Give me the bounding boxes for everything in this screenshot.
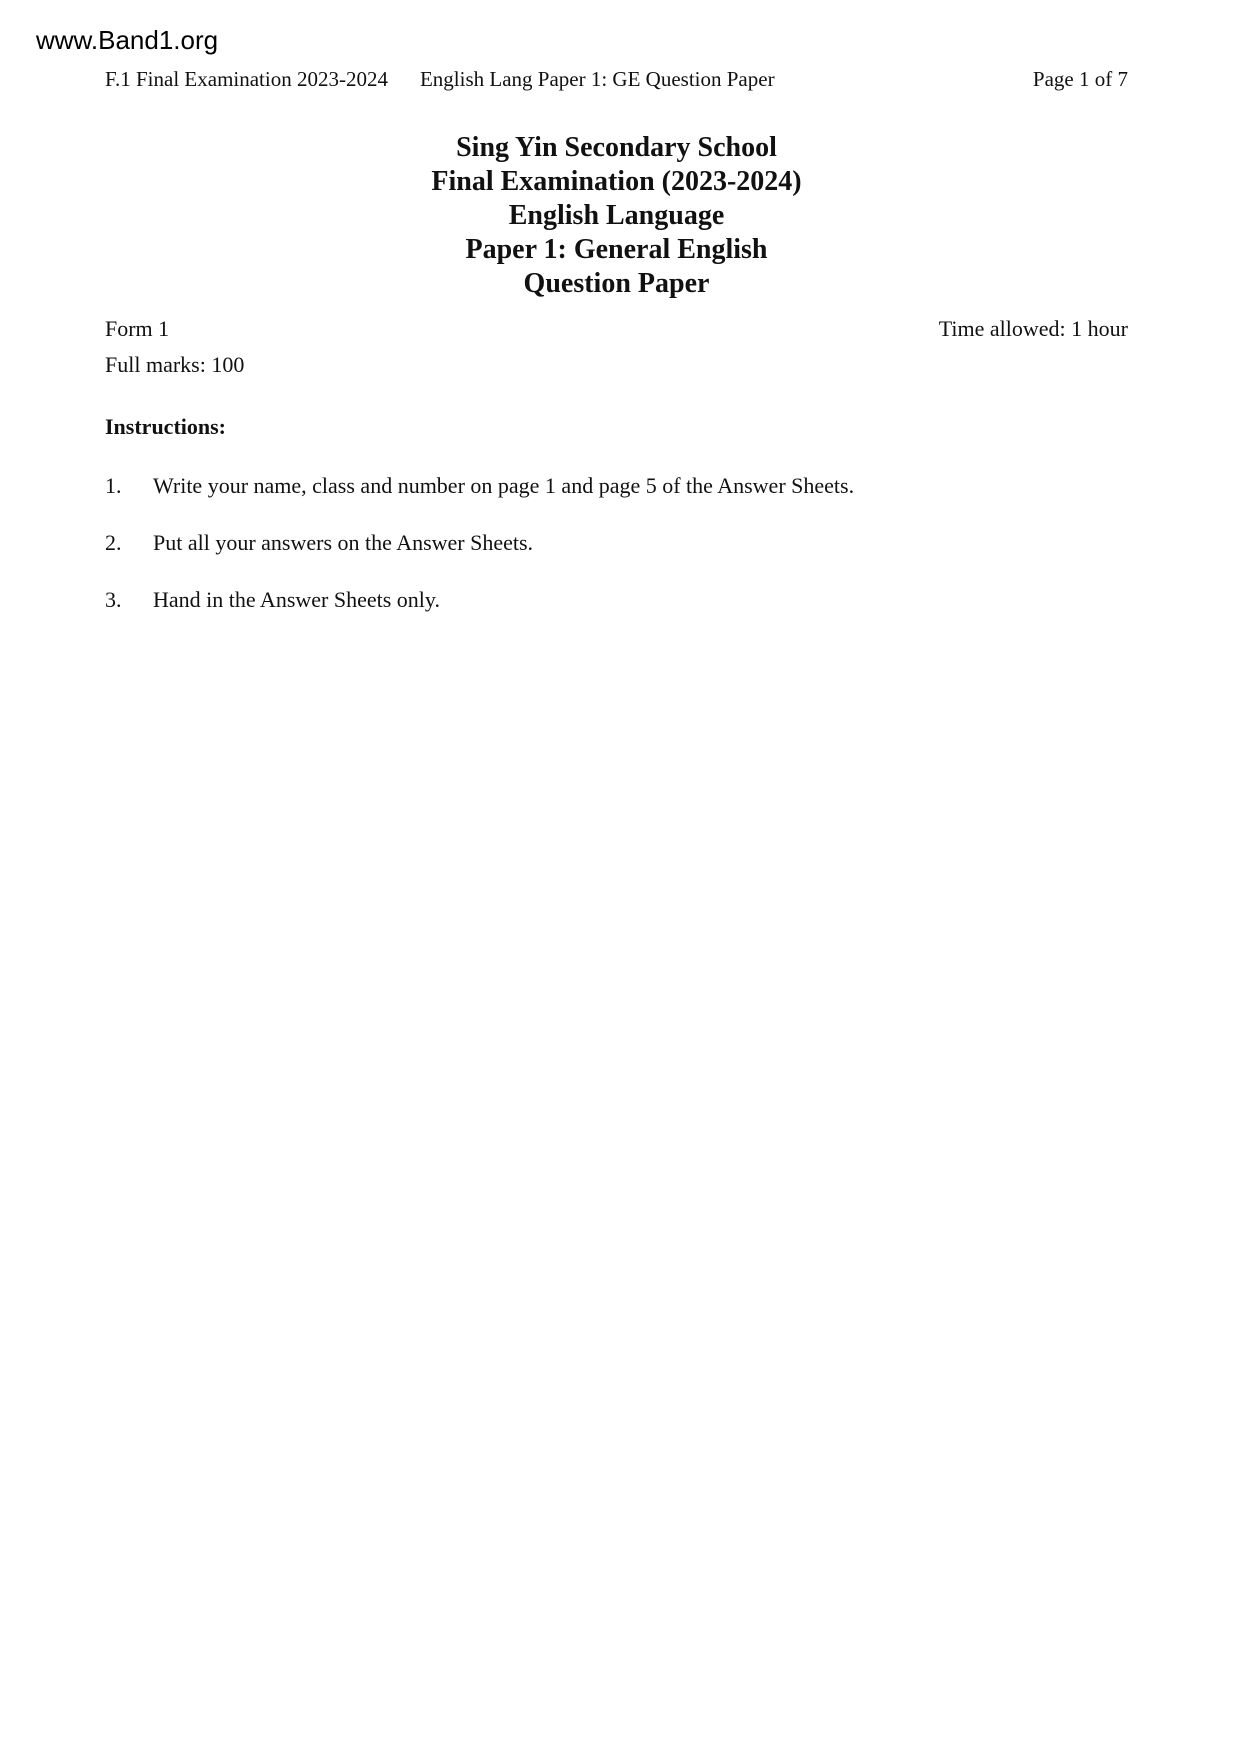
title-paper: Paper 1: General English (465, 234, 768, 265)
title-paper-type: Question Paper (523, 268, 710, 299)
instruction-text: Hand in the Answer Sheets only. (153, 587, 440, 612)
instruction-number: 1. (105, 473, 122, 498)
form-label: Form 1 (105, 316, 170, 341)
full-marks-label: Full marks: 100 (105, 352, 245, 377)
instruction-number: 2. (105, 530, 122, 555)
header-exam-name: F.1 Final Examination 2023-2024 (105, 67, 388, 91)
title-subject: English Language (508, 200, 725, 231)
instructions-heading: Instructions: (105, 414, 227, 439)
header-page-number: Page 1 of 7 (1032, 67, 1128, 91)
title-exam-name: Final Examination (2023-2024) (431, 166, 802, 197)
header-paper-name: English Lang Paper 1: GE Question Paper (419, 67, 775, 91)
document-title-block (105, 131, 1128, 301)
instructions-list (105, 472, 1128, 643)
title-school-name: Sing Yin Secondary School (456, 132, 777, 163)
instruction-text: Write your name, class and number on page 1 and page 5 of the Answer Sheets. (153, 473, 855, 498)
instruction-item (105, 586, 1128, 614)
meta-row (105, 315, 1128, 343)
time-allowed-label: Time allowed: 1 hour (938, 316, 1128, 341)
instruction-item (105, 472, 1128, 500)
band1-site-link[interactable]: www.Band1.org (36, 25, 219, 55)
page-header (105, 66, 1128, 92)
instruction-text: Put all your answers on the Answer Sheets. (153, 530, 534, 555)
instruction-number: 3. (105, 587, 122, 612)
instruction-item (105, 529, 1128, 557)
